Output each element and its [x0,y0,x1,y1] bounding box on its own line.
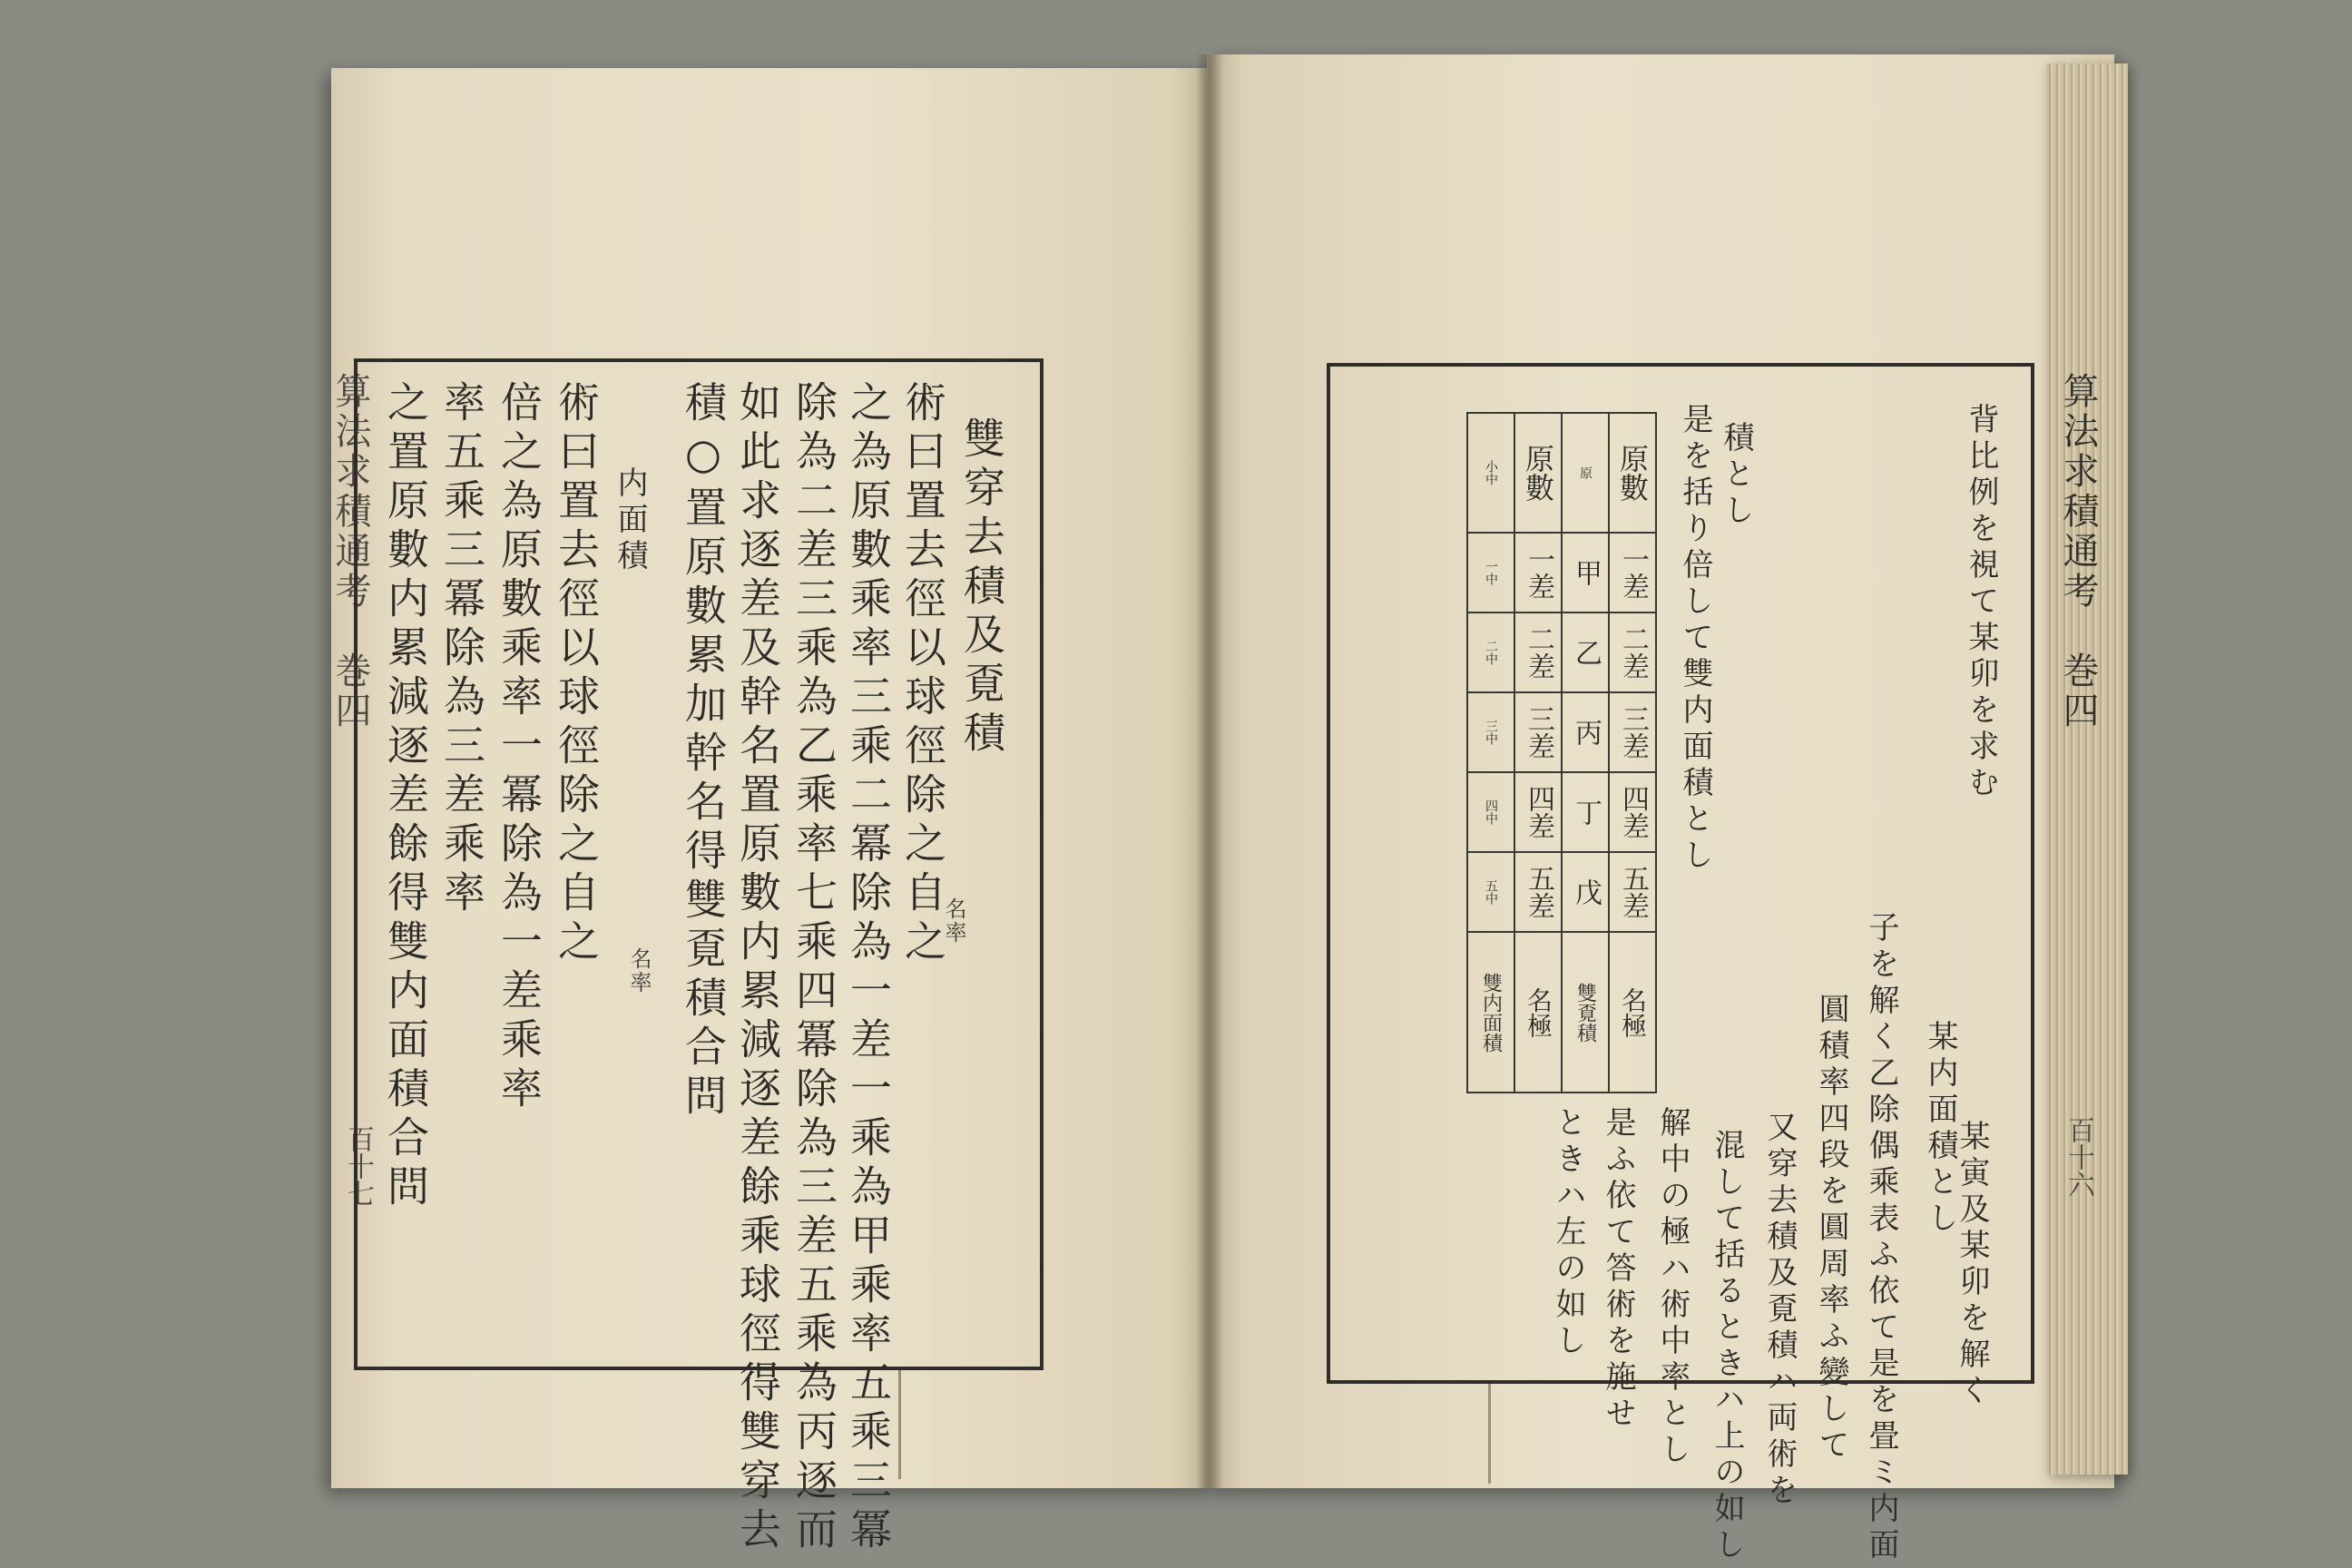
text-column: 是ふ依て答術を施せ [1600,1106,1636,1433]
text-column: 如此求逐差及幹名置原數内累減逐差餘乘球徑得雙穿去 [733,380,782,1556]
table-cell: 原數 [1514,413,1562,533]
table-cell: 二差 [1609,612,1656,692]
paper-crease [898,1370,901,1479]
text-column: 背比例を視て某卯を求む [1963,403,1999,802]
table-cell: 三中 [1467,692,1514,772]
table-cell: 丁 [1562,772,1609,852]
annotation: 名率 [626,947,652,995]
text-column: 之置原數内累減逐差餘得雙内面積合問 [381,380,430,1213]
text-column: 術曰置去徑以球徑除之自之 [898,380,947,968]
table-cell: 戊 [1562,852,1609,932]
table-cell: 五差 [1609,852,1656,932]
table-cell: 一中 [1467,533,1514,612]
table-cell: 原 [1562,413,1609,533]
table-cell: 二差 [1514,612,1562,692]
table-cell: 丙 [1562,692,1609,772]
text-column: 子を解く乙除偶乘表ふ依て是を畳ミ内面 [1863,911,1899,1564]
text-column: ときハ左の如し [1550,1106,1586,1360]
coefficient-table [1466,412,1657,1093]
table-cell: 四差 [1609,772,1656,852]
text-column: 積○置原數累加幹名得雙覔積合問 [679,380,728,1122]
text-column: 之為原數乘率三乘二冪除為一差一乘為甲乘率五乘三冪 [844,380,893,1556]
table-cell: 雙覔積 [1562,932,1609,1093]
table-cell: 小中 [1467,413,1514,533]
section-heading: 内面積 [612,466,648,575]
table-cell: 名極 [1514,932,1562,1093]
table-cell: 名極 [1609,932,1656,1093]
table-cell: 原數 [1609,413,1656,533]
table-cell: 一差 [1609,533,1656,612]
text-column: 率五乘三冪除為三差乘率 [437,380,486,919]
right-margin-title: 算法求積通考 巻四 [2057,372,2099,731]
text-column: 混して括るときハ上の如し [1709,1129,1745,1564]
text-column: 又穿去積及覔積ハ両術を [1761,1111,1798,1510]
paper-crease [1488,1384,1491,1484]
table-cell: 四差 [1514,772,1562,852]
page-edges [2046,64,2128,1475]
table-cell: 二中 [1467,612,1514,692]
text-column: 術曰置去徑以球徑除之自之 [552,380,601,968]
left-page-number: 百十七 [342,1125,374,1207]
text-column: 雙穿去積及覔積 [957,416,1006,760]
book-gutter [1196,54,1223,1488]
left-margin-title: 算法求積通考 巻四 [329,372,371,731]
table-cell: 乙 [1562,612,1609,692]
text-column: 是を括り倍して雙内面積とし [1677,403,1713,875]
table-cell: 一差 [1514,533,1562,612]
right-text-frame [1327,363,2034,1564]
table-cell: 雙内面積 [1467,932,1514,1093]
text-column: 圓積率四段を圓周率ふ變して [1813,993,1849,1465]
table-cell: 五差 [1514,852,1562,932]
annotation: 名率 [941,897,966,945]
table-cell: 五中 [1467,852,1514,932]
table-cell: 三差 [1514,692,1562,772]
left-text-frame [354,358,1044,1556]
text-column: 除為二差三乘為乙乘率七乘四冪除為三差五乘為丙逐而 [789,380,838,1556]
text-column: 積とし [1718,421,1754,530]
text-column: 某寅及某卯を解く [1954,1120,1990,1410]
right-page-number: 百十六 [2063,1116,2094,1198]
text-column: 某内面積とし [1922,1020,1958,1238]
table-cell: 三差 [1609,692,1656,772]
table-cell: 四中 [1467,772,1514,852]
table-cell: 甲 [1562,533,1609,612]
text-column: 解中の極ハ術中率とし [1654,1106,1690,1469]
text-column: 倍之為原數乘率一冪除為一差乘率 [495,380,544,1115]
